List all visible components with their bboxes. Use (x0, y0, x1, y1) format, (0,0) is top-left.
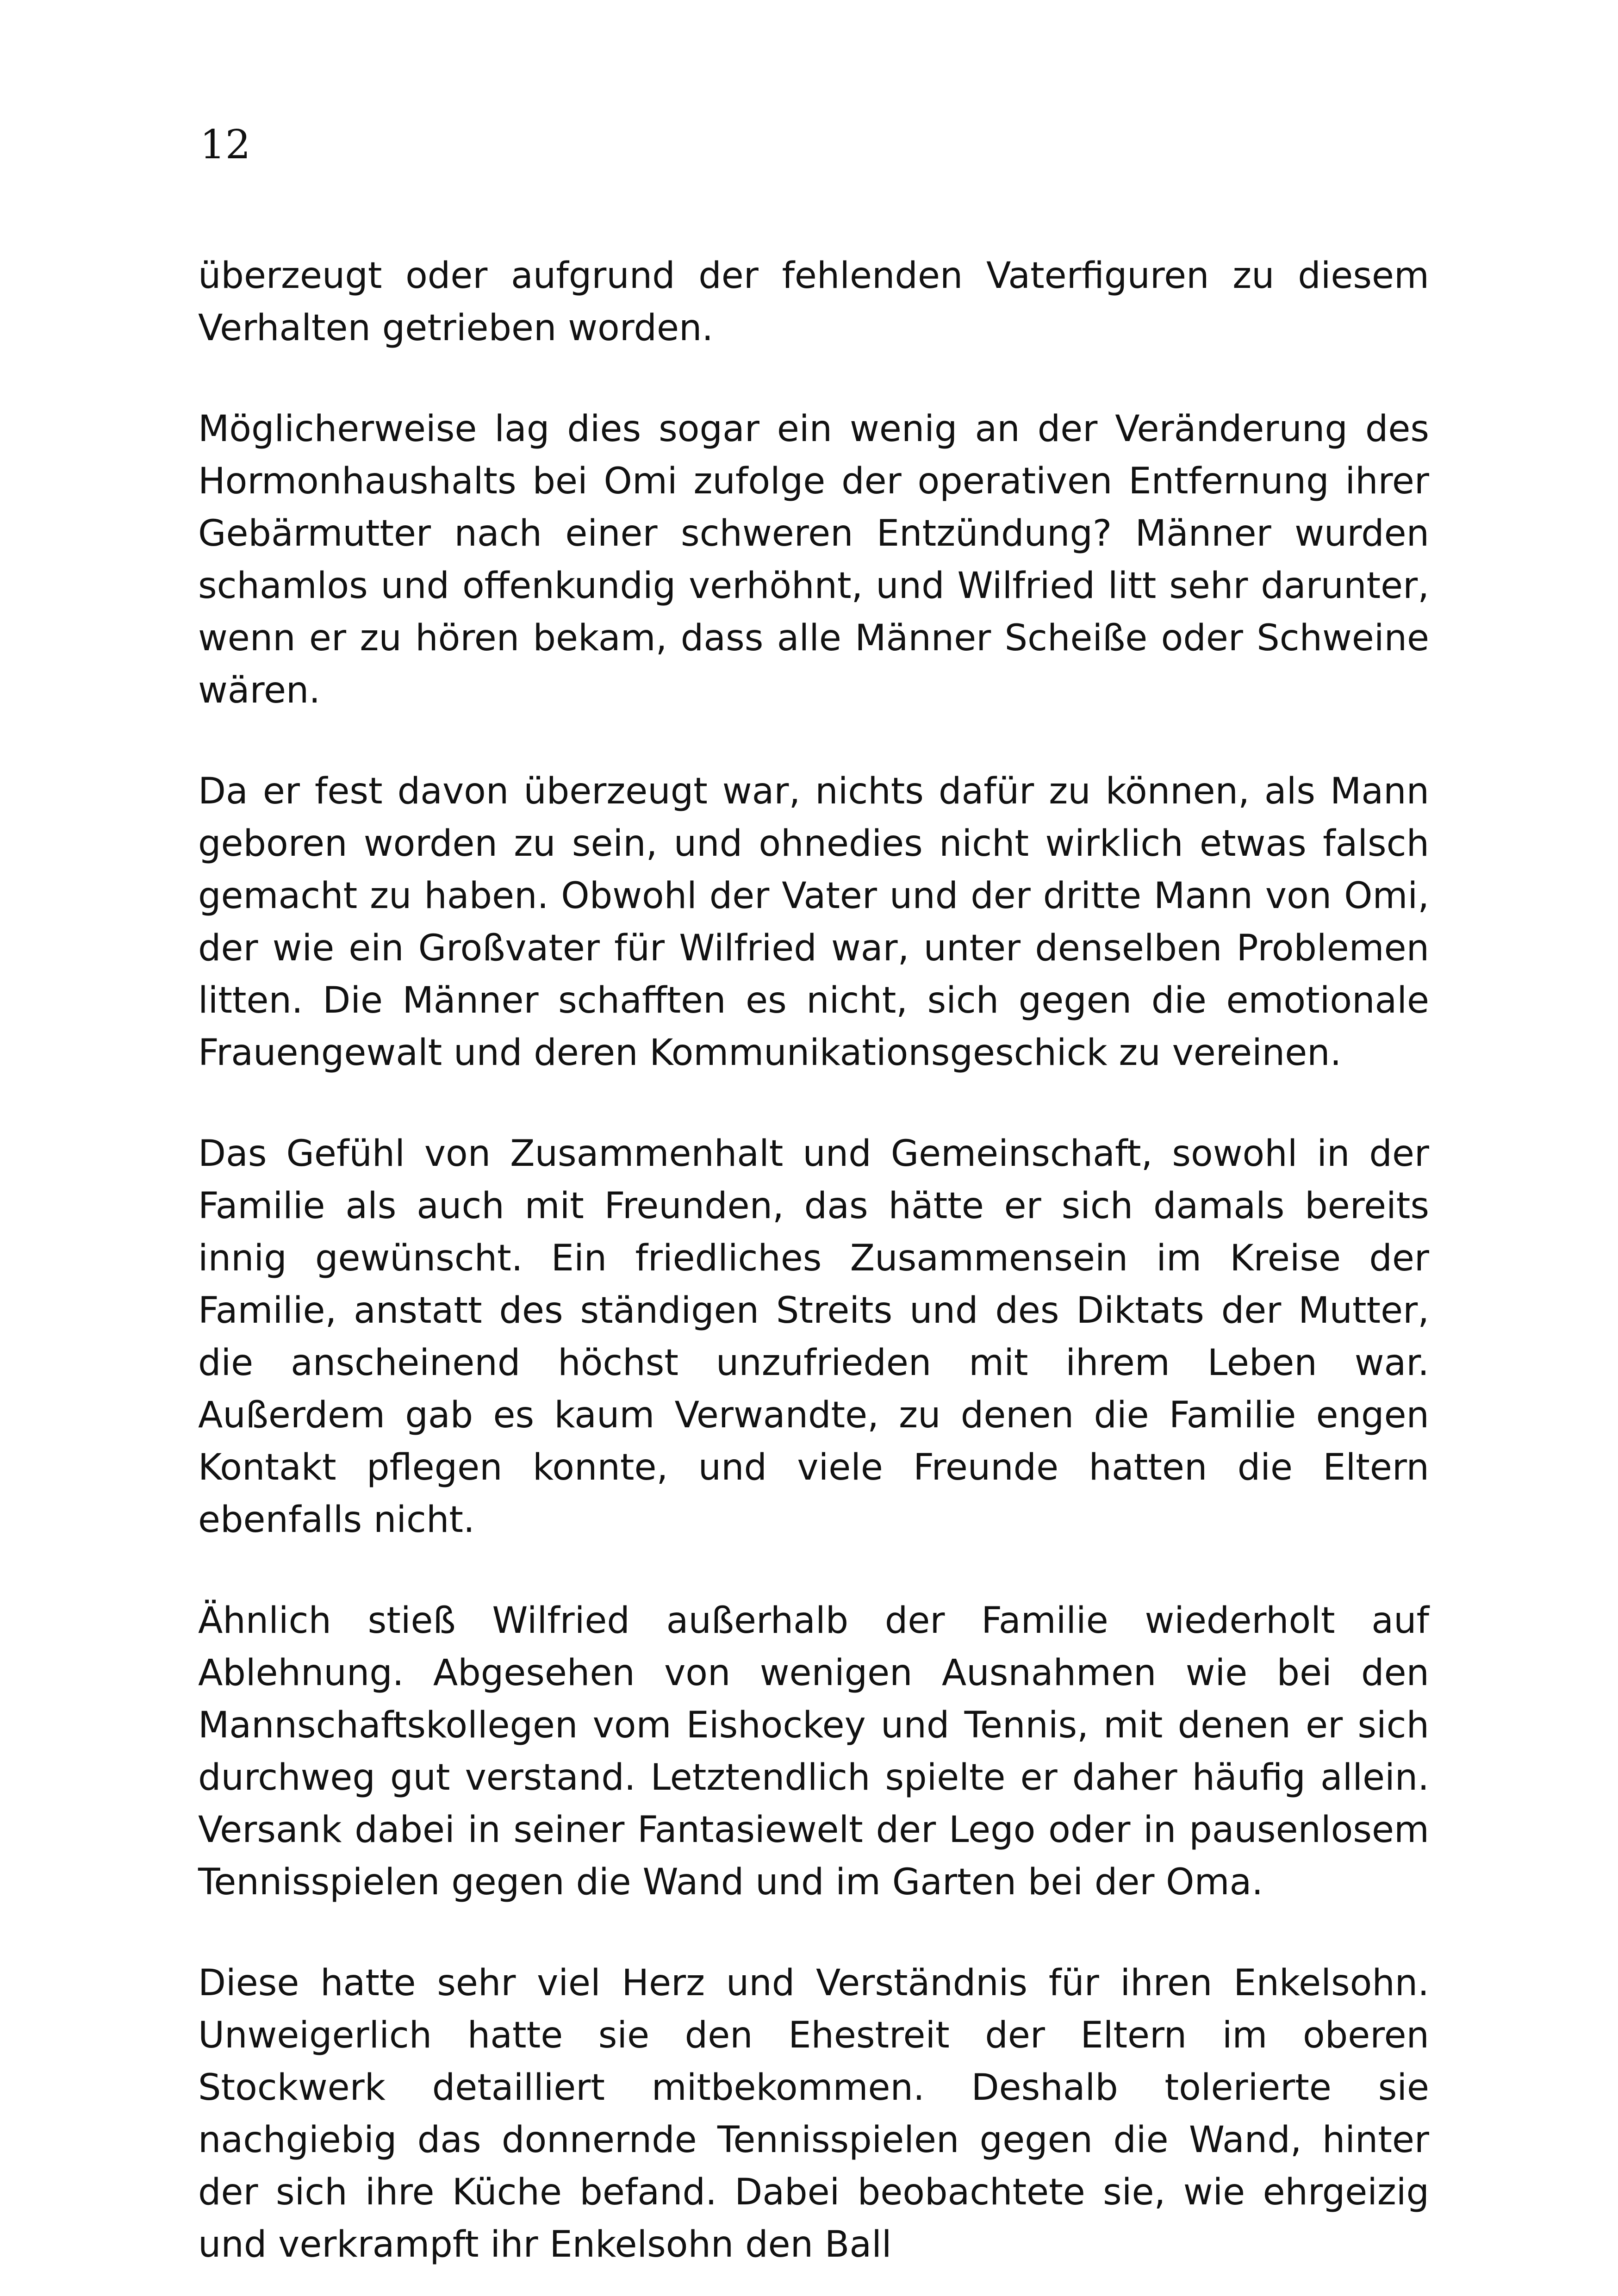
body-text (198, 250, 1429, 2271)
paragraph-1: überzeugt oder aufgrund der fehlenden Vaterfiguren zu diesem Verhalten getrieben worden. (198, 255, 1429, 349)
paragraph-2: Möglicherweise lag dies sogar ein wenig an der Veränderung des Hormonhaushalts bei Omi zufolge der operativen Entfernung ihrer Gebärmutter nach einer schweren Entzündung? Männer wurden schamlos und offenkundig verhöhnt, und Wilfried litt sehr darunter, wenn er zu hören bekam, dass alle Männer Scheiße oder Schweine wären. (198, 408, 1429, 711)
paragraph-4: Das Gefühl von Zusammenhalt und Gemeinschaft, sowohl in der Familie als auch mit Freunden, das hätte er sich damals bereits innig gewünscht. Ein friedliches Zusammensein im Kreise der Familie, anstatt des ständigen Streits und des Diktats der Mutter, die anscheinend höchst unzufrieden mit ihrem Leben war. Außerdem gab es kaum Verwandte, zu denen die Familie engen Kontakt pflegen konnte, und viele Freunde hatten die Eltern ebenfalls nicht. (198, 1133, 1429, 1541)
paragraph-3: Da er fest davon überzeugt war, nichts dafür zu können, als Mann geboren worden zu sein, und ohnedies nicht wirklich etwas falsch gemacht zu haben. Obwohl der Vater und der dritte Mann von Omi, der wie ein Großvater für Wilfried war, unter denselben Problemen litten. Die Männer schafften es nicht, sich gegen die emotionale Frauengewalt und deren Kommunikationsgeschick zu vereinen. (198, 771, 1429, 1074)
page-number: 12 (200, 122, 251, 168)
paragraph-6: Diese hatte sehr viel Herz und Verständnis für ihren Enkelsohn. Unweigerlich hatte sie den Ehestreit der Eltern im oberen Stockwerk detailliert mitbekommen. Deshalb tolerierte sie nachgiebig das donnernde Tennisspielen gegen die Wand, hinter der sich ihre Küche befand. Dabei beobachtete sie, wie ehrgeizig und verkrampft ihr Enkelsohn den Ball (198, 1962, 1429, 2265)
paragraph-5: Ähnlich stieß Wilfried außerhalb der Familie wiederholt auf Ablehnung. Abgesehen von wenigen Ausnahmen wie bei den Mannschaftskollegen vom Eishockey und Tennis, mit denen er sich durchweg gut verstand. Letztendlich spielte er daher häufig allein. Versank dabei in seiner Fantasiewelt der Lego oder in pausenlosem Tennisspielen gegen die Wand und im Garten bei der Oma. (198, 1600, 1429, 1903)
